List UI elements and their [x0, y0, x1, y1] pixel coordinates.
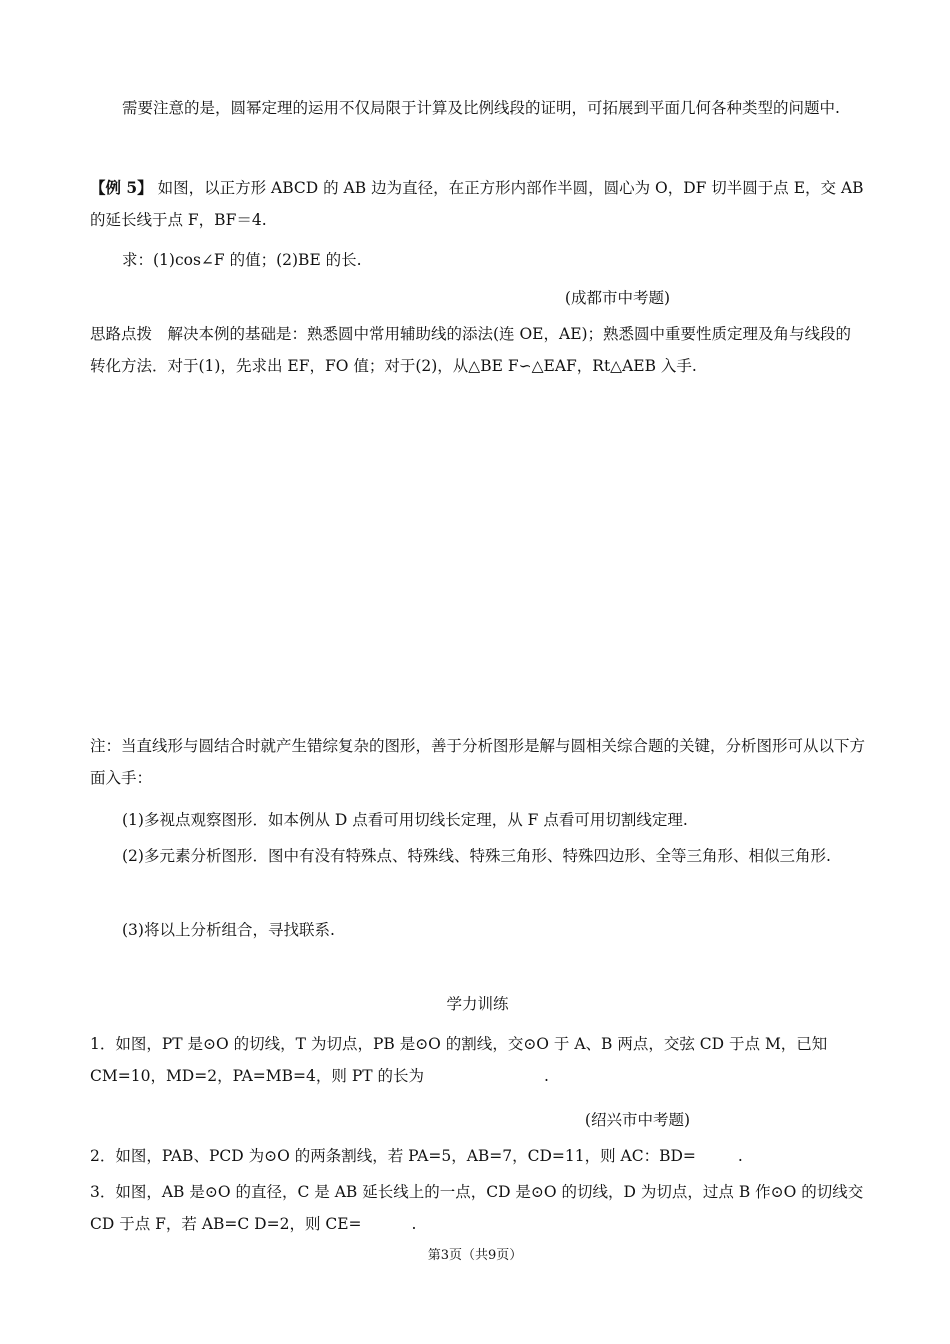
question-1-source-text: (绍兴市中考题) [584, 1111, 690, 1129]
question-3-end: . [411, 1215, 417, 1233]
question-1 [90, 1028, 865, 1092]
paragraph-intro: 需要注意的是，圆幂定理的运用不仅局限于计算及比例线段的证明，可拓展到平面几何各种类型的问题中. [122, 99, 840, 117]
example-tag: 【例 5】 [90, 178, 153, 197]
example-source-text: (成都市中考题) [564, 289, 670, 307]
question-2 [90, 1140, 865, 1172]
page-footer: 第3页（共9页） [427, 1248, 523, 1263]
example-source [90, 282, 865, 314]
example-question: 求：(1)cos∠F 的值；(2)BE 的长. [122, 251, 362, 269]
question-3-text: 3．如图，AB 是⊙O 的直径，C 是 AB 延长线上的一点，CD 是⊙O 的切线，D 为切点，过点 B 作⊙O 的切线交 CD 于点 F，若 AB=C D=2，则 CE= [90, 1183, 864, 1233]
question-1-source [90, 1104, 865, 1136]
note-item-3: (3)将以上分析组合，寻找联系. [122, 921, 335, 939]
question-3 [90, 1176, 865, 1240]
section-title: 学力训练 [446, 995, 509, 1013]
question-1-text: 1．如图，PT 是⊙O 的切线，T 为切点，PB 是⊙O 的割线，交⊙O 于 A、B 两点，交弦 CD 于点 M，已知 CM=10，MD=2，PA=MB=4，则 PT 的长为 [90, 1035, 828, 1085]
note-intro: 注：当直线形与圆结合时就产生错综复杂的图形，善于分析图形是解与圆相关综合题的关键，分析图形可从以下方面入手： [90, 737, 866, 787]
note-item-2: (2)多元素分析图形．图中有没有特殊点、特殊线、特殊三角形、特殊四边形、全等三角形、相似三角形. [122, 847, 831, 865]
hint-paragraph: 思路点拨 解决本例的基础是：熟悉圆中常用辅助线的添法(连 OE，AE)；熟悉圆中重要性质定理及角与线段的转化方法．对于(1)，先求出 EF，FO 值；对于(2)，从△BE F∽△EAF，Rt△AEB 入手. [90, 325, 852, 375]
question-2-text: 2．如图，PAB、PCD 为⊙O 的两条割线，若 PA=5，AB=7，CD=11，则 AC：BD= [90, 1147, 696, 1165]
example-text: 如图，以正方形 ABCD 的 AB 边为直径，在正方形内部作半圆，圆心为 O，DF 切半圆于点 E，交 AB 的延长线于点 F，BF＝4. [90, 179, 864, 229]
question-2-end: . [737, 1147, 743, 1165]
note-item-1: (1)多视点观察图形．如本例从 D 点看可用切线长定理，从 F 点看可用切割线定理. [122, 811, 688, 829]
example-5 [90, 172, 865, 236]
question-1-end: . [544, 1067, 549, 1085]
